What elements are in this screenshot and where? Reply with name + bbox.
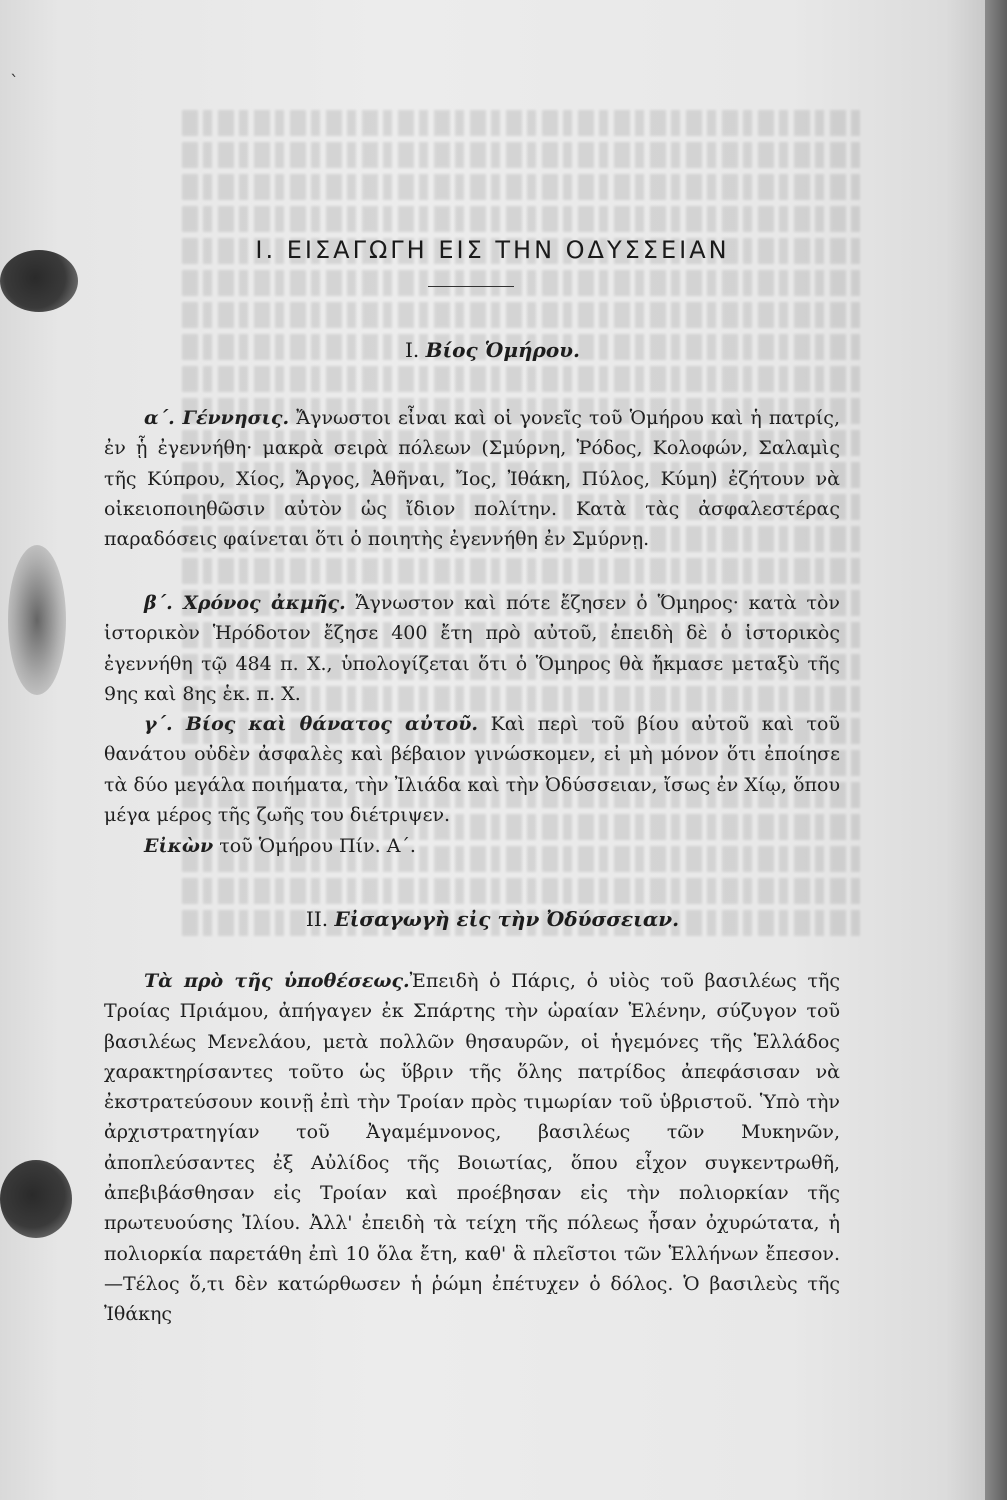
section-heading-1 (0, 338, 985, 362)
margin-mark: ˋ (10, 72, 19, 93)
paragraph-text: τοῦ Ὁμήρου Πίν. Α΄. (213, 835, 416, 857)
paragraph-text: Ἄγνωστοι εἶναι καὶ οἱ γονεῖς τοῦ Ὁμήρου καὶ ἡ πατρίς, ἐν ᾗ ἐγεννήθη· μακρὰ σειρὰ πόλεων (Σμύρνη, Ῥόδος, Κολοφών, Σαλαμὶς τῆς Κύπρου, Χίος, Ἄργος, Ἀθῆναι, Ἴος, Ἰθάκη, Πύλος, Κύμη) ἐζήτουν νὰ οἰκειοποιηθῶσιν αὐτὸν ὡς ἴδιον πολίτην. Κατὰ τὰς ἀσφαλεστέρας παραδόσεις φαίνεται ὅτι ὁ ποιητὴς ἐγεννήθη ἐν Σμύρνῃ. (104, 407, 840, 551)
section-number: II. (305, 907, 329, 931)
paragraph-background (104, 966, 840, 1330)
paragraph-label: β΄. Χρόνος ἀκμῆς. (144, 592, 346, 614)
paragraph-text: Ἐπειδὴ ὁ Πάρις, ὁ υἱὸς τοῦ βασιλέως τῆς Τροίας Πριάμου, ἀπήγαγεν ἐκ Σπάρτης τὴν ὡραίαν Ἑλένην, σύζυγον τοῦ βασιλέως Μενελάου, μετὰ πολλῶν θησαυρῶν, οἱ ἡγεμόνες τῆς Ἑλλάδος χαρακτηρίσαντες τοῦτο ὡς ὕβριν τῆς ὅλης πατρίδος ἀπεφάσισαν νὰ ἐκστρατεύσουν κοινῇ ἐπὶ τὴν Τροίαν πρὸς τιμωρίαν τοῦ ὑβριστοῦ. Ὑπὸ τὴν ἀρχιστρατηγίαν τοῦ Ἀγαμέμνονος, βασιλέως τῶν Μυκηνῶν, ἀποπλεύσαντες ἐξ Αὐλίδος τῆς Βοιωτίας, ὅπου εἶχον συγκεντρωθῆ, ἀπεβιβάσθησαν εἰς Τροίαν καὶ προέβησαν εἰς τὴν πολιορκίαν τῆς πρωτευούσης Ἰλίου. Ἀλλ' ἐπειδὴ τὰ τείχη τῆς πόλεως ἦσαν ὀχυρώτατα, ἡ πολιορκία παρετάθη ἐπὶ 10 ὅλα ἔτη, καθ' ἃ πλεῖστοι τῶν Ἑλλήνων ἔπεσον.—Τέλος ὅ,τι δὲν κατώρθωσεν ἡ ῥώμη ἐπέτυχεν ὁ δόλος. Ὁ βασιλεὺς τῆς Ἰθάκης (104, 970, 840, 1326)
paragraph-life-death (104, 709, 840, 830)
paragraph-label: Τὰ πρὸ τῆς ὑποθέσεως. (144, 970, 410, 992)
paragraph-floruit (104, 588, 840, 709)
section-number: I. (404, 338, 420, 362)
paragraph-text: Καὶ περὶ τοῦ βίου αὐτοῦ καὶ τοῦ θανάτου οὐδὲν ἀσφαλὲς καὶ βέβαιον γινώσκομεν, εἰ μὴ μόνον ὅτι ἐποίησε τὰ δύο μεγάλα ποιήματα, τὴν Ἰλιάδα καὶ τὴν Ὀδύσσειαν, ἴσως ἐν Χίῳ, ὅπου μέγα μέρος τῆς ζωῆς του διέτριψεν. (104, 713, 840, 826)
paragraph-text: Ἄγνωστον καὶ πότε ἔζησεν ὁ Ὅμηρος· κατὰ τὸν ἱστορικὸν Ἡρόδοτον ἔζησε 400 ἔτη πρὸ αὐτοῦ, ἐπειδὴ δὲ ὁ ἱστορικὸς ἐγεννήθη τῷ 484 π. Χ., ὑπολογίζεται ὅτι ὁ Ὅμηρος θὰ ἤκμασε μεταξὺ τῆς 9ης καὶ 8ης ἑκ. π. Χ. (104, 592, 840, 705)
page-edge-shadow (985, 0, 1007, 1500)
binding-hole-bottom (0, 1160, 72, 1238)
chapter-title: I. ΕΙΣΑΓΩΓΗ ΕΙΣ ΤΗΝ ΟΔΥΣΣΕΙΑΝ (255, 236, 730, 264)
section-title: Εἰσαγωγὴ εἰς τὴν Ὀδύσσειαν. (334, 907, 680, 931)
section-title: Βίος Ὁμήρου. (425, 338, 581, 362)
paragraph-label: γ΄. Βίος καὶ θάνατος αὐτοῦ. (144, 713, 479, 735)
binding-stain-middle (8, 545, 66, 695)
paragraph-label: α΄. Γέννησις. (144, 407, 290, 429)
paragraph-birth (104, 403, 840, 554)
paragraph-label: Εἰκὼν (144, 835, 214, 857)
title-divider (428, 286, 514, 287)
section-heading-2 (0, 907, 985, 931)
paragraph-portrait (104, 831, 840, 861)
